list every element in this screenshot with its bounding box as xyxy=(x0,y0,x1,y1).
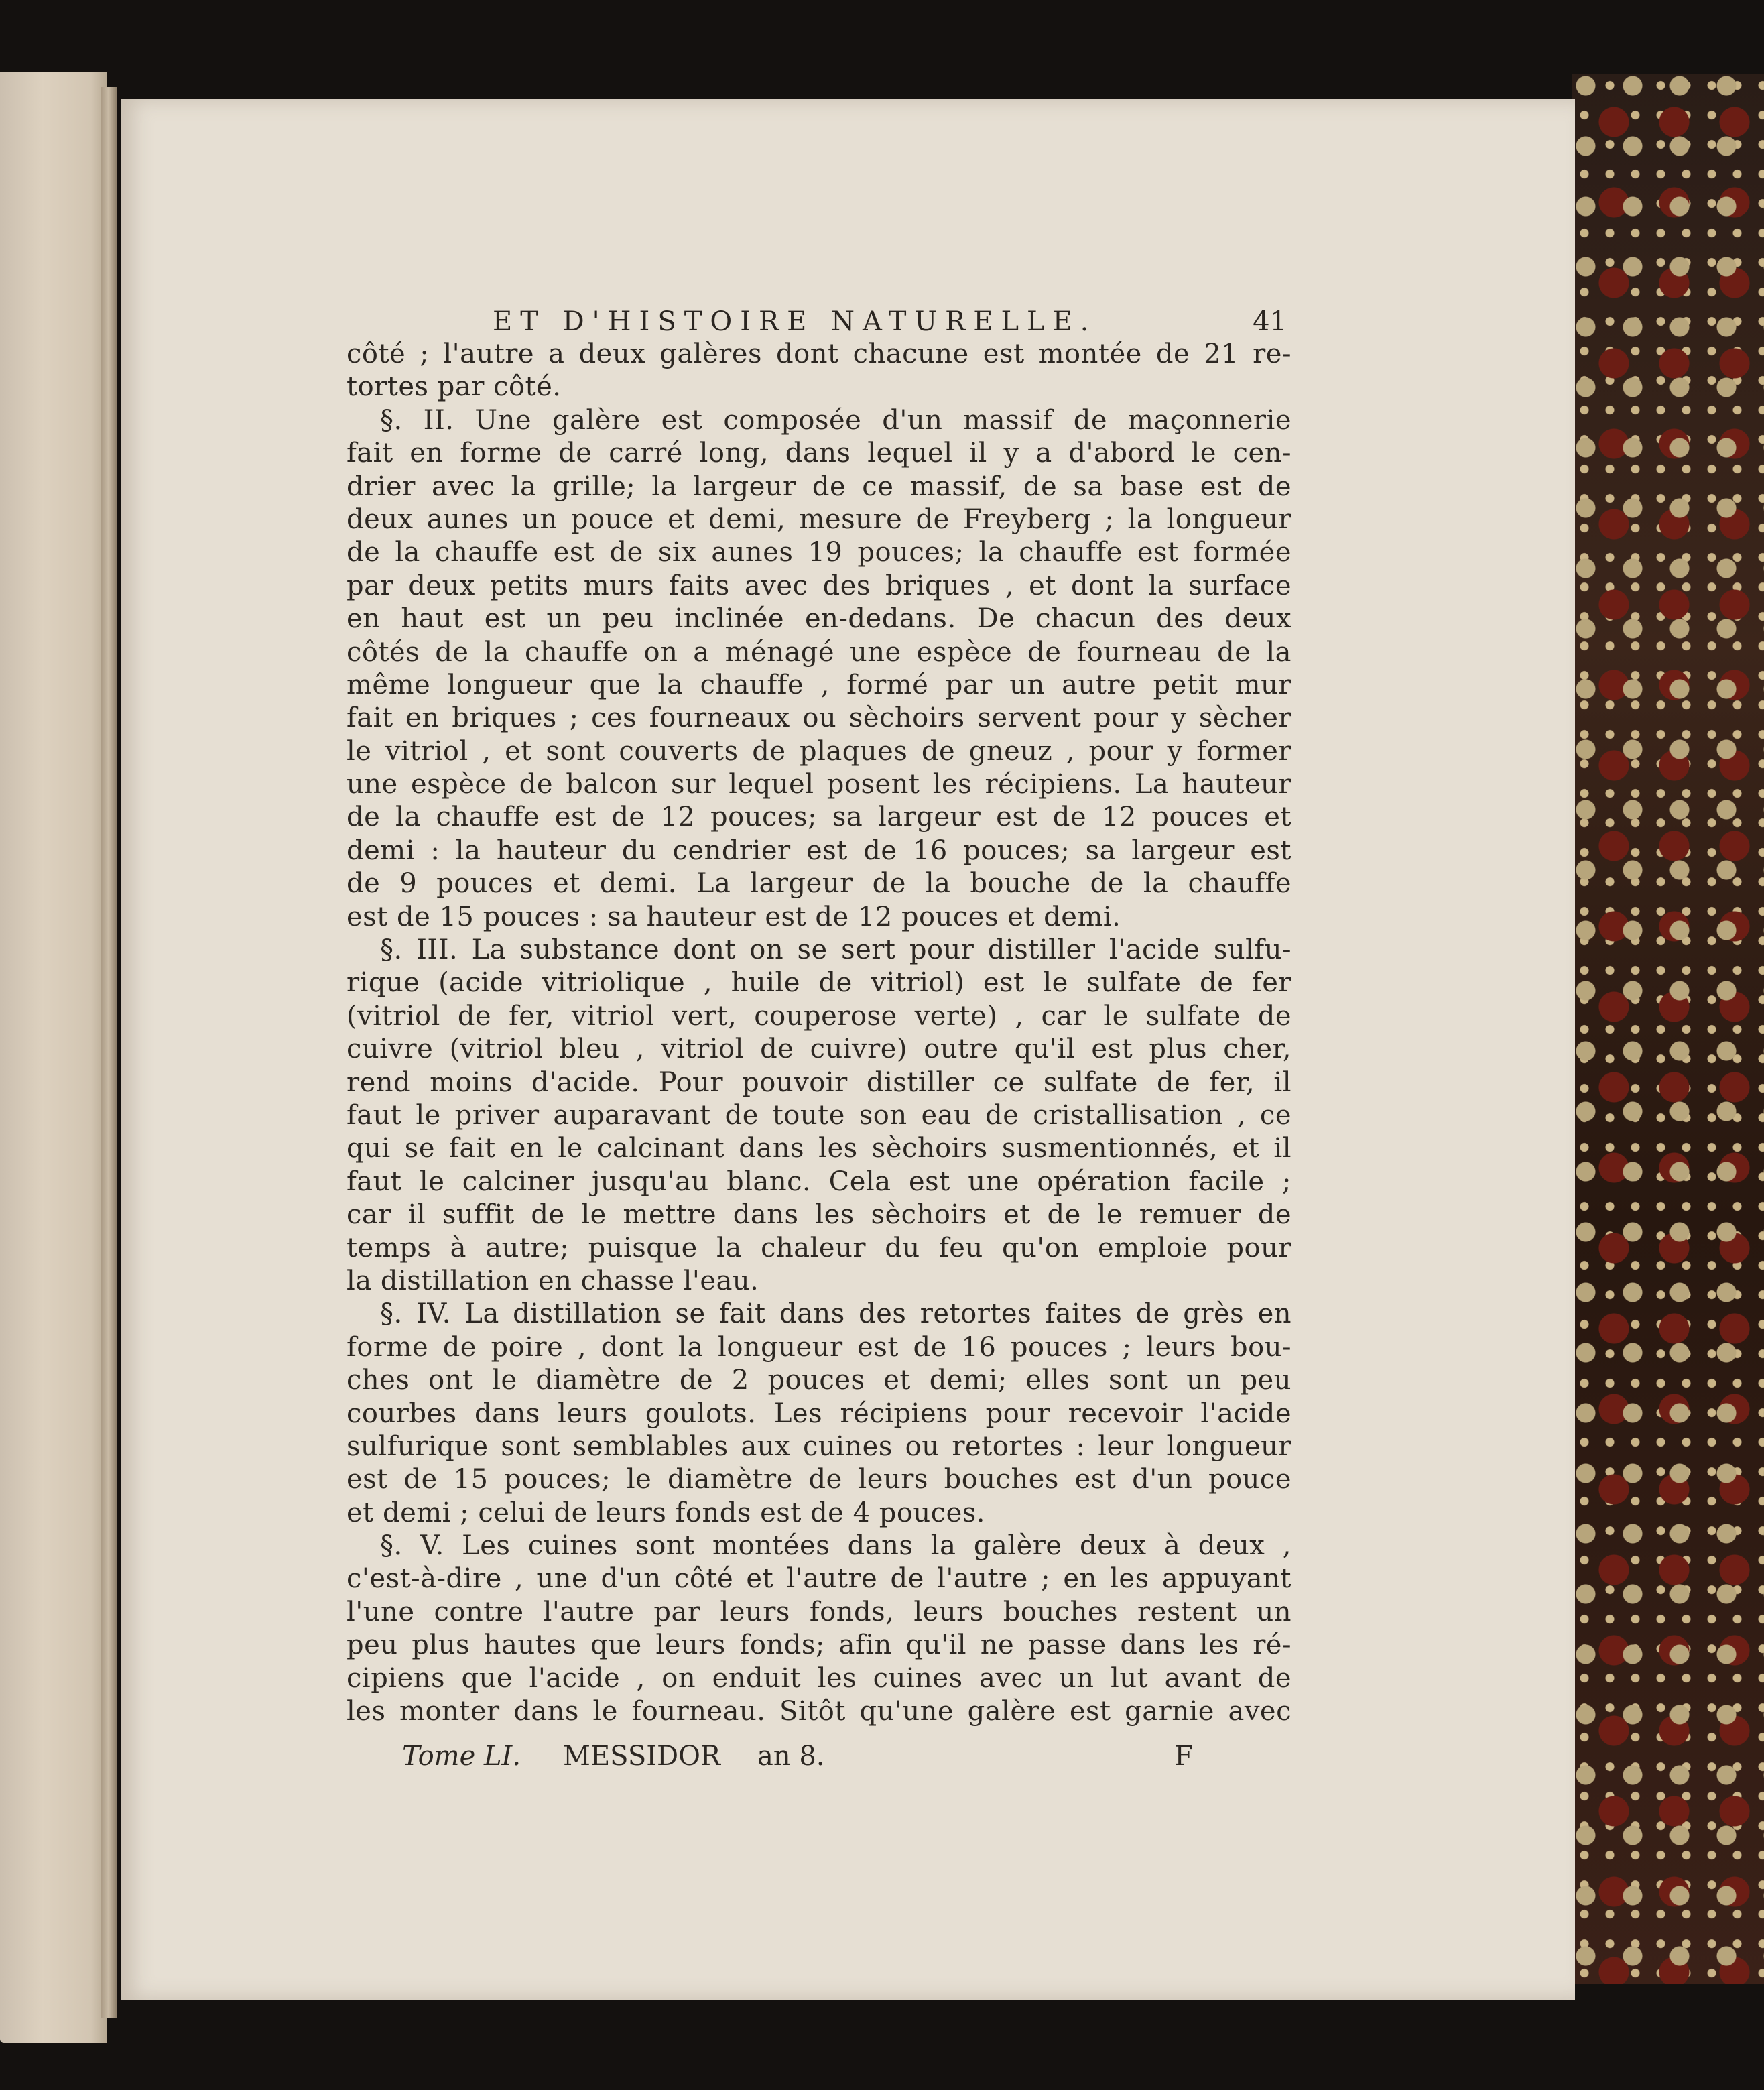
text-line: §. IV. La distillation se fait dans des retortes faites de grès en xyxy=(380,1298,1292,1330)
text-line: en haut est un peu inclinée en-dedans. De chacun des deux xyxy=(346,603,1292,635)
text-line: §. II. Une galère est composée d'un massif de maçonnerie xyxy=(380,404,1292,436)
text-line: une espèce de balcon sur lequel posent les récipiens. La hauteur xyxy=(346,769,1292,800)
text-line: drier avec la grille; la largeur de ce massif, de sa base est de xyxy=(346,471,1292,502)
text-line: deux aunes un pouce et demi, mesure de Freyberg ; la longueur xyxy=(346,503,1292,535)
text-line: est de 15 pouces; le diamètre de leurs bouches est d'un pouce xyxy=(346,1464,1292,1495)
page-number: 41 xyxy=(1253,306,1287,337)
text-line: courbes dans leurs goulots. Les récipiens pour recevoir l'acide xyxy=(346,1398,1292,1429)
text-line: le vitriol , et sont couverts de plaques de gneuz , pour y former xyxy=(346,735,1292,767)
body-text xyxy=(346,338,1292,1728)
text-line: temps à autre; puisque la chaleur du feu qu'on emploie pour xyxy=(346,1232,1292,1264)
text-line: cuivre (vitriol bleu , vitriol de cuivre) outre qu'il est plus cher, xyxy=(346,1034,1292,1065)
text-line: sulfurique sont semblables aux cuines ou retortes : leur longueur xyxy=(346,1430,1292,1462)
footer-year: an 8. xyxy=(757,1741,825,1772)
text-line: car il suffit de le mettre dans les sèchoirs et de le remuer de xyxy=(346,1199,1292,1231)
left-page-gutter xyxy=(101,87,117,2018)
text-line: est de 15 pouces : sa hauteur est de 12 pouces et demi. xyxy=(346,901,1121,932)
text-line: fait en forme de carré long, dans lequel il y a d'abord le cen- xyxy=(346,438,1292,469)
left-page-edge xyxy=(0,72,107,2043)
text-line: et demi ; celui de leurs fonds est de 4 pouces. xyxy=(346,1497,985,1528)
text-line: de 9 pouces et demi. La largeur de la bouche de la chauffe xyxy=(346,868,1292,900)
footer-month: MESSIDOR xyxy=(563,1741,721,1772)
text-line: §. III. La substance dont on se sert pour distiller l'acide sulfu- xyxy=(380,934,1292,966)
text-line: peu plus hautes que leurs fonds; afin qu'il ne passe dans les ré- xyxy=(346,1630,1292,1661)
text-line: cipiens que l'acide , on enduit les cuines avec un lut avant de xyxy=(346,1662,1292,1694)
page-footer xyxy=(402,1737,1193,1775)
footer-tome: Tome LI. xyxy=(402,1741,521,1772)
running-header xyxy=(335,303,1287,341)
text-line: même longueur que la chauffe , formé par un autre petit mur xyxy=(346,669,1292,700)
text-line: demi : la hauteur du cendrier est de 16 pouces; sa largeur est xyxy=(346,835,1292,866)
text-line: par deux petits murs faits avec des briques , et dont la surface xyxy=(346,570,1292,601)
text-line: rend moins d'acide. Pour pouvoir distiller ce sulfate de fer, il xyxy=(346,1066,1292,1098)
running-title: ET D'HISTOIRE NATURELLE. xyxy=(493,306,1097,337)
text-line: côté ; l'autre a deux galères dont chacune est montée de 21 re- xyxy=(346,339,1292,369)
text-line: l'une contre l'autre par leurs fonds, leurs bouches restent un xyxy=(346,1596,1292,1627)
text-line: fait en briques ; ces fourneaux ou sèchoirs servent pour y sècher xyxy=(346,702,1292,734)
text-line: de la chauffe est de 12 pouces; sa largeur est de 12 pouces et xyxy=(346,802,1292,833)
text-line: tortes par côté. xyxy=(346,371,562,403)
text-line: de la chauffe est de six aunes 19 pouces; la chauffe est formée xyxy=(346,537,1292,568)
signature-mark: F xyxy=(1174,1741,1193,1772)
text-line: côtés de la chauffe on a ménagé une espèce de fourneau de la xyxy=(346,636,1292,668)
text-line: faut le priver auparavant de toute son eau de cristallisation , ce xyxy=(346,1099,1292,1131)
text-line: les monter dans le fourneau. Sitôt qu'une galère est garnie avec xyxy=(346,1696,1292,1727)
text-line: rique (acide vitriolique , huile de vitriol) est le sulfate de fer xyxy=(346,967,1292,999)
marbled-endpaper xyxy=(1572,74,1764,1984)
text-line: forme de poire , dont la longueur est de 16 pouces ; leurs bou- xyxy=(346,1331,1292,1363)
text-line: qui se fait en le calcinant dans les sèchoirs susmentionnés, et il xyxy=(346,1133,1292,1164)
text-line: ches ont le diamètre de 2 pouces et demi; elles sont un peu xyxy=(346,1365,1292,1396)
text-line: faut le calciner jusqu'au blanc. Cela est une opération facile ; xyxy=(346,1166,1292,1197)
text-line: c'est-à-dire , une d'un côté et l'autre de l'autre ; en les appuyant xyxy=(346,1563,1292,1595)
text-line: §. V. Les cuines sont montées dans la galère deux à deux , xyxy=(380,1530,1292,1562)
text-line: la distillation en chasse l'eau. xyxy=(346,1265,759,1296)
text-line: (vitriol de fer, vitriol vert, couperose verte) , car le sulfate de xyxy=(346,1000,1292,1032)
